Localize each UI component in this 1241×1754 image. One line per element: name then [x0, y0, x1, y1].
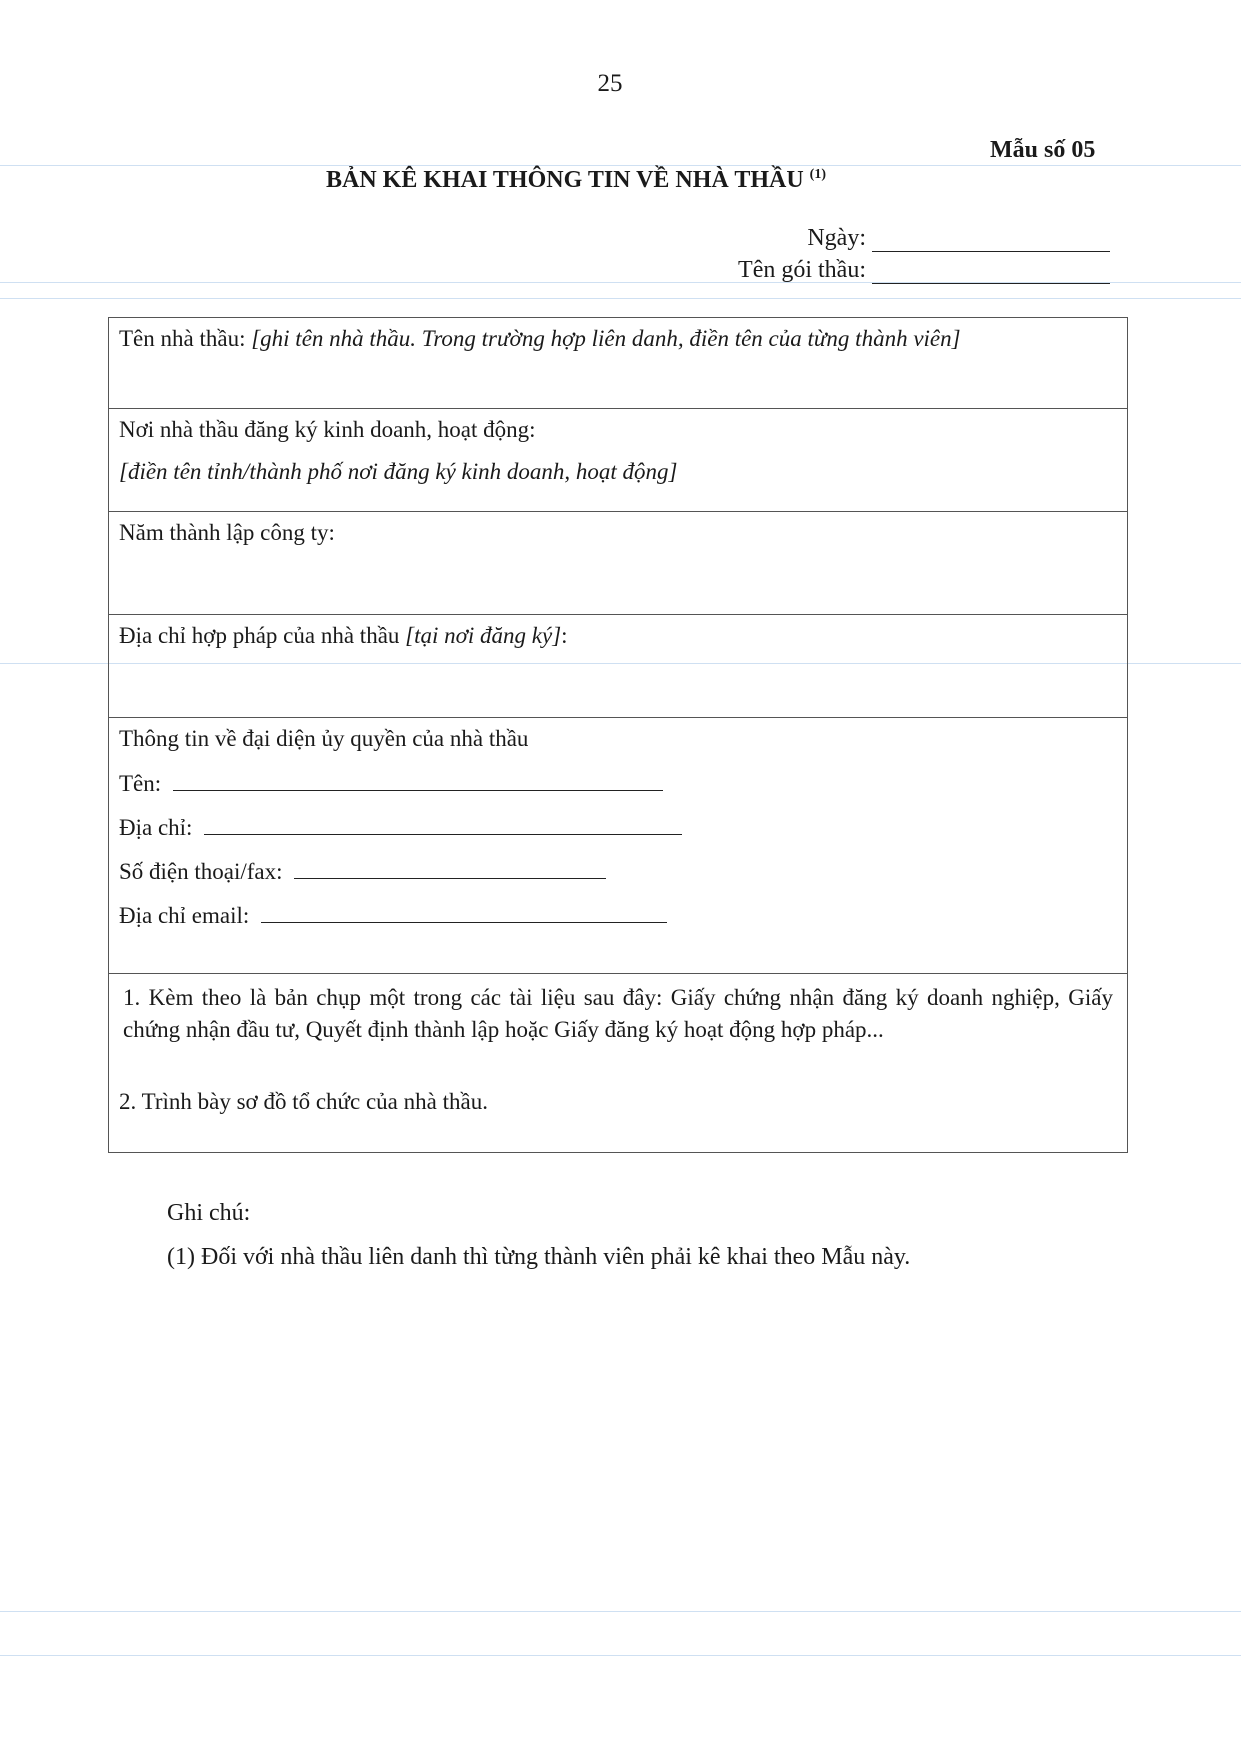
rep-name-label: Tên:	[119, 771, 162, 796]
title-text: BẢN KÊ KHAI THÔNG TIN VỀ NHÀ THẦU	[326, 167, 804, 193]
scan-artifact-line	[0, 1655, 1241, 1656]
scan-artifact-line	[0, 298, 1241, 299]
rep-email-label: Địa chỉ email:	[119, 903, 250, 928]
rep-name-field[interactable]	[173, 770, 663, 791]
founding-year-row	[109, 512, 1127, 615]
rep-phone-field[interactable]	[294, 858, 606, 879]
contractor-name-hint: [ghi tên nhà thầu. Trong trường hợp liên danh, điền tên của từng thành viên]	[251, 326, 961, 351]
scan-artifact-line	[0, 1611, 1241, 1612]
package-row	[738, 257, 1110, 284]
date-field[interactable]	[872, 231, 1110, 252]
contractor-info-table	[108, 317, 1128, 1153]
representative-row	[109, 718, 1127, 974]
founding-year-label: Năm thành lập công ty:	[119, 520, 335, 545]
attachment-item-2: 2. Trình bày sơ đồ tổ chức của nhà thầu.	[119, 1089, 488, 1114]
rep-address-label: Địa chỉ:	[119, 815, 193, 840]
date-label: Ngày:	[807, 225, 866, 251]
legal-address-colon: :	[561, 623, 568, 648]
legal-address-row	[109, 615, 1127, 718]
package-label: Tên gói thầu:	[738, 257, 866, 283]
registration-place-row	[109, 409, 1127, 512]
contractor-name-label: Tên nhà thầu:	[119, 326, 246, 351]
registration-place-label: Nơi nhà thầu đăng ký kinh doanh, hoạt động:	[119, 417, 536, 442]
note-item-1: (1) Đối với nhà thầu liên danh thì từng thành viên phải kê khai theo Mẫu này.	[167, 1244, 911, 1270]
notes-title: Ghi chú:	[167, 1200, 251, 1226]
package-field[interactable]	[872, 263, 1110, 284]
attachments-row	[109, 974, 1127, 1152]
rep-email-field[interactable]	[261, 902, 667, 923]
title-note-ref: (1)	[809, 167, 826, 182]
page-number: 25	[597, 70, 623, 97]
contractor-name-row	[109, 318, 1127, 409]
scan-artifact-line	[0, 165, 1241, 166]
form-number: Mẫu số 05	[990, 137, 1096, 163]
rep-address-field[interactable]	[204, 814, 682, 835]
representative-heading: Thông tin về đại diện ủy quyền của nhà thầu	[119, 726, 529, 751]
registration-place-hint: [điền tên tỉnh/thành phố nơi đăng ký kinh doanh, hoạt động]	[119, 459, 678, 484]
page-title	[326, 167, 826, 194]
legal-address-label: Địa chỉ hợp pháp của nhà thầu	[119, 623, 400, 648]
legal-address-hint: [tại nơi đăng ký]	[405, 623, 562, 648]
attachment-item-1: 1. Kèm theo là bản chụp một trong các tài liệu sau đây: Giấy chứng nhận đăng ký doanh nghiệp, Giấy chứng nhận đầu tư, Quyết định thành lập hoặc Giấy đăng ký hoạt động hợp pháp...	[123, 985, 1113, 1042]
date-row	[807, 225, 1110, 252]
rep-phone-label: Số điện thoại/fax:	[119, 859, 283, 884]
